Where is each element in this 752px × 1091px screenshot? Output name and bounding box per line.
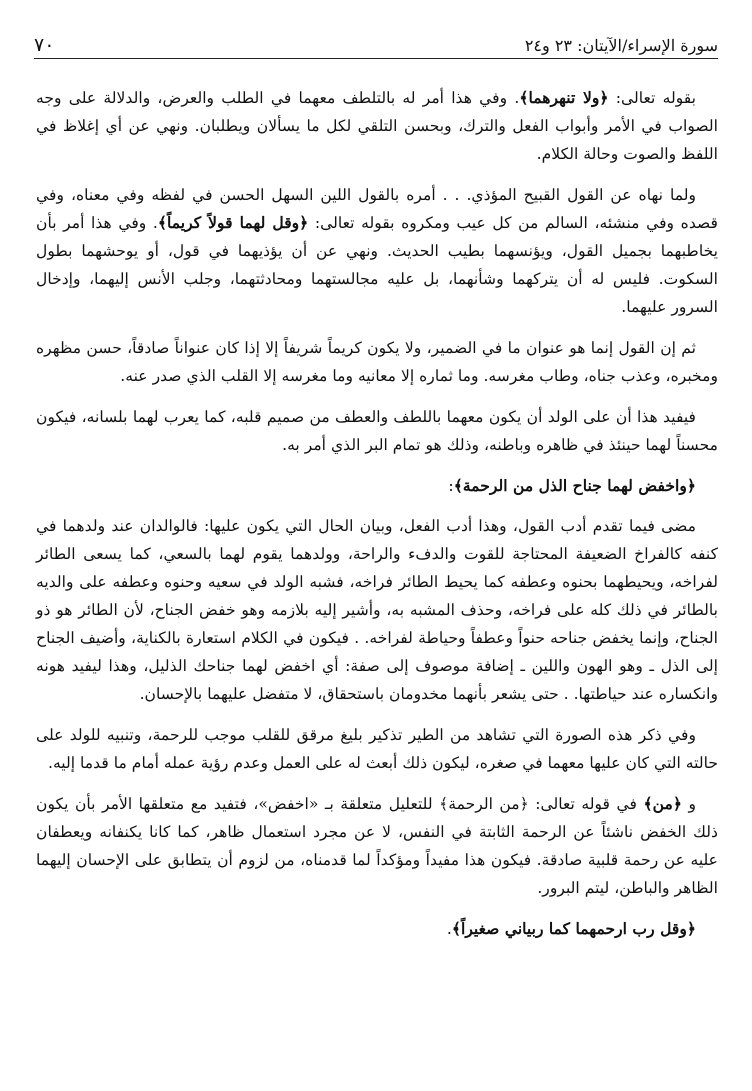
running-title: سورة الإسراء/الآيتان: ٢٣ و٢٤ [524, 36, 718, 55]
paragraph: وفي ذكر هذه الصورة التي تشاهد من الطير تذكير بليغ مرقق للقلب موجب للرحمة، وتنبيه للولد على حالته التي كان عليها معهما في صغره، ليكون ذلك أبعث له على العمل وعدم رؤية عمله أمام ما قدما إليه. [36, 726, 718, 772]
paragraph: و ﴿من﴾ في قوله تعالى: ﴿من الرحمة﴾ للتعليل متعلقة بـ «اخفض»، فتفيد مع متعلقها الأمر بأن يكون ذلك الخفض ناشئاً عن الرحمة الثابتة في النفس، لا عن مجرد استعمال ظاهر، كما كانا يكنفانه ويعطفان عليه عن رحمة قلبية صادقة. فيكون هذا مفيداً ومؤكداً لما قدمناه، من لزوم أن يتطابق على الإحسان إليهما الظاهر والباطن، ليتم البرور. [36, 794, 718, 897]
verse-heading: ﴿واخفض لهما جناح الذل من الرحمة﴾: [448, 476, 696, 495]
quran-quote: ﴿ولا تنهرهما﴾ [519, 88, 609, 107]
quran-quote: ﴿وقل رب ارحمهما كما ربياني صغيراً﴾ [451, 919, 696, 938]
page-number: ٧٠ [34, 34, 55, 56]
quran-quote: ﴿واخفض لهما جناح الذل من الرحمة﴾ [453, 476, 696, 495]
paragraph: ولما نهاه عن القول القبيح المؤذي. . . أمره بالقول اللين السهل الحسن في لفظه وفي معناه، وفي قصده وفي منشئه، السالم من كل عيب ومكروه بقوله تعالى: ﴿وقل لهما قولاً كريماً﴾. وفي هذا أمر بأن يخاطبهما بجميل القول، ويؤنسهما بطيب الحديث. ونهي عن أن يؤذيهما في قول، أو يوحشهما بطول السكوت. فليس له أن يتركهما وشأنهما، بل عليه مجالستهما ومحادثتهما، وجلب الأنس إليهما، وإدخال السرور عليهما. [36, 186, 718, 316]
verse-heading: ﴿وقل رب ارحمهما كما ربياني صغيراً﴾. [446, 919, 696, 938]
paragraph: بقوله تعالى: ﴿ولا تنهرهما﴾. وفي هذا أمر له بالتلطف معهما في الطلب والعرض، والدلالة على وجه الصواب في الأمر وأبواب الفعل والترك، وبحسن التلقي لكل ما يسألان ويطلبان. ونهي عن أي إغلاظ في اللفظ والصوت وحالة الكلام. [36, 88, 718, 163]
paragraph: ثم إن القول إنما هو عنوان ما في الضمير، ولا يكون كريماً شريفاً إلا إذا كان عنواناً صادقاً، حسن مظهره ومخبره، وعذب جناه، وطاب مغرسه. وما ثماره إلا معانيه وما مغرسه إلا القلب الذي صدر عنه. [36, 339, 718, 385]
page-header [34, 34, 718, 59]
paragraph: مضى فيما تقدم أدب القول، وهذا أدب الفعل، وبيان الحال التي يكون عليها: فالوالدان عند ولدهما في كنفه كالفراخ الضعيفة المحتاجة للقوت والدفء والراحة، وولدهما يقوم لهما بالسعي، كما يسعى الطائر لفراخه، ويحيطهما بحنوه وعطفه كما يحيط الطائر فراخه، فشبه الولد في سعيه وحنوه وعطفه على والديه بالطائر في ذلك كله على فراخه، وحذف المشبه به، وأشير إليه بلازمه وهو خفض الجناح، لأن الطائر هو ذو الجناح، وإنما يخفض جناحه حنواً وعطفاً وحياطة لفراخه. . فيكون في الكلام استعارة بالكناية، وأضيف الجناح إلى الذل ـ وهو الهون واللين ـ إضافة موصوف إلى صفة: أي اخفض لهما جناحك الذليل، وهذا ليفيد هونه وانكساره عند حياطتها. . حتى يشعر بأنهما مخدومان باستحقاق، لا متفضل عليهما بالإحسان. [36, 517, 718, 703]
quran-quote: ﴿وقل لهما قولاً كريماً﴾ [157, 213, 309, 232]
page-body [36, 84, 718, 955]
paragraph: فيفيد هذا أن على الولد أن يكون معهما باللطف والعطف من صميم قلبه، كما يعرب لهما بلسانه، فيكون محسناً لهما حينئذ في ظاهره وباطنه، وذلك هو تمام البر الذي أمر به. [36, 408, 718, 454]
quran-quote: ﴿من﴾ [643, 794, 682, 813]
